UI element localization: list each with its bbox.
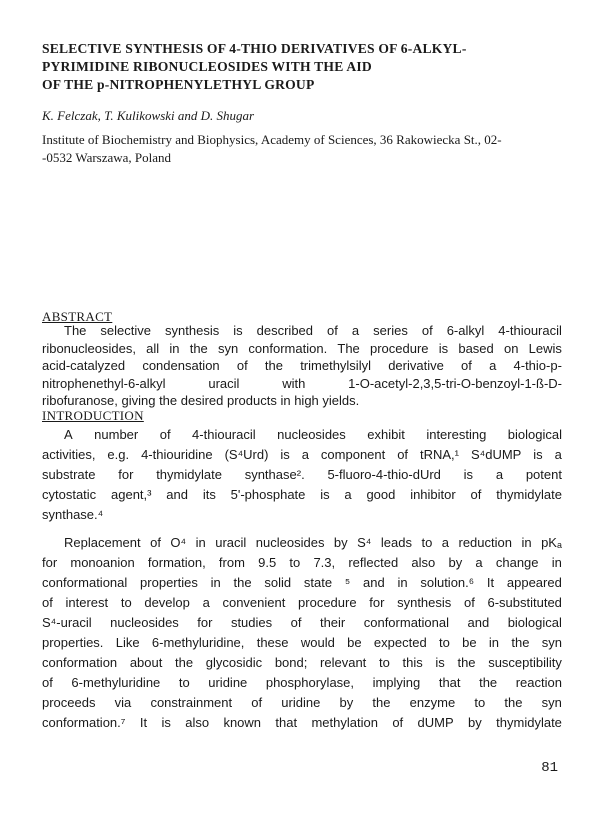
abstract-body bbox=[42, 322, 562, 410]
intro-line: properties. Like 6-methyluridine, these would be expected to be in the syn bbox=[42, 635, 562, 650]
intro-line: substrate for thymidylate synthase². 5-fluoro-4-thio-dUrd is a potent bbox=[42, 467, 562, 482]
paper-title bbox=[42, 40, 562, 94]
affiliation-line: Institute of Biochemistry and Biophysics, Academy of Sciences, 36 Rakowiecka St., 02- bbox=[42, 132, 502, 147]
intro-line: S⁴-uracil nucleosides for studies of their conformational and biological bbox=[42, 615, 562, 630]
title-line: PYRIMIDINE RIBONUCLEOSIDES WITH THE AID bbox=[42, 59, 372, 74]
intro-line: A number of 4-thiouracil nucleosides exhibit interesting biological bbox=[64, 427, 562, 442]
abstract-line: acid-catalyzed condensation of the trimethylsilyl derivative of a 4-thio-p- bbox=[42, 358, 562, 373]
abstract-line: The selective synthesis is described of a series of 6-alkyl 4-thiouracil bbox=[64, 323, 562, 338]
intro-line: Replacement of O⁴ in uracil nucleosides by S⁴ leads to a reduction in pKₐ bbox=[64, 535, 562, 550]
intro-line: for monoanion formation, from 9.5 to 7.3, reflected also by a change in bbox=[42, 555, 562, 570]
title-line: SELECTIVE SYNTHESIS OF 4-THIO DERIVATIVES OF 6-ALKYL- bbox=[42, 41, 467, 56]
intro-line: conformation.⁷ It is also known that methylation of dUMP by thymidylate bbox=[42, 715, 562, 730]
authors: K. Felczak, T. Kulikowski and D. Shugar bbox=[42, 108, 255, 123]
intro-line: cytostatic agent,³ and its 5'-phosphate is a good inhibitor of thymidylate bbox=[42, 487, 562, 502]
intro-line: of 6-methyluridine to uridine phosphorylase, implying that the reaction bbox=[42, 675, 562, 690]
intro-line: proceeds via constrainment of uridine by the enzyme to the syn bbox=[42, 695, 562, 710]
intro-line: activities, e.g. 4-thiouridine (S⁴Urd) is a component of tRNA,¹ S⁴dUMP is a bbox=[42, 447, 562, 462]
intro-line: of interest to develop a convenient procedure for synthesis of 6-substituted bbox=[42, 595, 562, 610]
abstract-line: ribofuranose, giving the desired products in high yields. bbox=[42, 393, 360, 408]
page-number: 81 bbox=[541, 760, 558, 776]
intro-line: synthase.⁴ bbox=[42, 507, 104, 522]
abstract-line: ribonucleosides, all in the syn conformation. The procedure is based on Lewis bbox=[42, 340, 562, 356]
title-line: OF THE p-NITROPHENYLETHYL GROUP bbox=[42, 77, 315, 92]
affiliation bbox=[42, 131, 562, 167]
abstract-heading: ABSTRACT bbox=[42, 309, 113, 324]
abstract-line: nitrophenethyl-6-alkyl uracil with 1-O-acetyl-2,3,5-tri-O-benzoyl-1-ß-D- bbox=[42, 375, 562, 391]
intro-line: conformation about the glycosidic bond; relevant to this is the susceptibility bbox=[42, 655, 562, 670]
introduction-heading: INTRODUCTION bbox=[42, 408, 144, 423]
intro-line: conformational properties in the solid state ⁵ and in solution.⁶ It appeared bbox=[42, 575, 562, 590]
introduction-body bbox=[42, 425, 562, 733]
affiliation-line: -0532 Warszawa, Poland bbox=[42, 150, 172, 165]
